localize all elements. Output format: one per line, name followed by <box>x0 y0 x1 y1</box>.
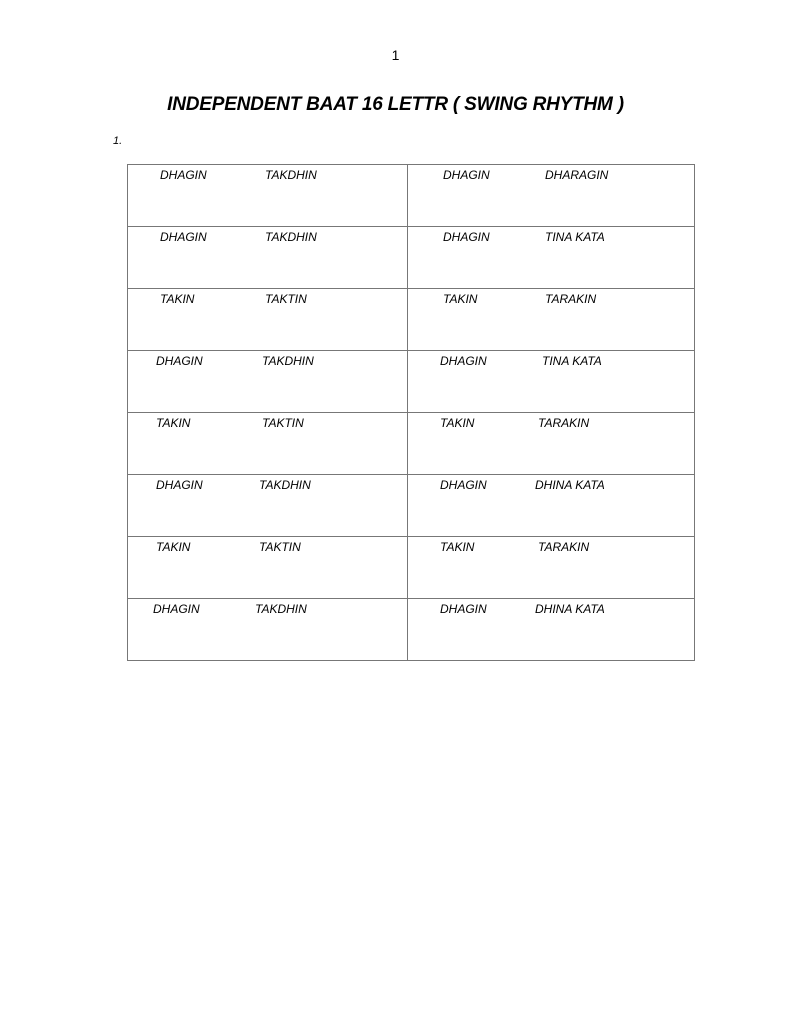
table-row <box>128 165 695 227</box>
beat-syllable: TAKIN <box>440 416 475 430</box>
table-cell-right <box>408 351 695 413</box>
table-row <box>128 413 695 475</box>
beat-syllable: TAKDHIN <box>265 168 317 182</box>
beat-syllable: DHINA KATA <box>535 602 605 616</box>
beat-syllable: DHAGIN <box>440 602 487 616</box>
beat-syllable: TAKIN <box>443 292 478 306</box>
beat-syllable: DHAGIN <box>160 230 207 244</box>
beat-syllable: DHAGIN <box>160 168 207 182</box>
beat-syllable: TAKIN <box>160 292 195 306</box>
table-cell-left <box>128 351 408 413</box>
table-row <box>128 475 695 537</box>
beat-syllable: TINA KATA <box>542 354 602 368</box>
table-cell-right <box>408 599 695 661</box>
table-row <box>128 537 695 599</box>
table-cell-right <box>408 475 695 537</box>
table-cell-left <box>128 289 408 351</box>
beat-syllable: TAKIN <box>156 416 191 430</box>
table-row <box>128 599 695 661</box>
beat-syllable: TAKIN <box>440 540 475 554</box>
beat-syllable: TAKTIN <box>262 416 304 430</box>
rhythm-table <box>127 164 695 661</box>
beat-syllable: DHARAGIN <box>545 168 609 182</box>
item-number: 1. <box>113 135 123 147</box>
table-cell-right <box>408 537 695 599</box>
beat-syllable: TARAKIN <box>538 416 590 430</box>
page-number: 1 <box>391 47 400 63</box>
table-cell-left <box>128 599 408 661</box>
beat-syllable: DHAGIN <box>440 478 487 492</box>
beat-syllable: TAKDHIN <box>255 602 307 616</box>
beat-syllable: TARAKIN <box>545 292 597 306</box>
beat-syllable: TAKTIN <box>265 292 307 306</box>
table-cell-right <box>408 289 695 351</box>
beat-syllable: DHAGIN <box>156 478 203 492</box>
beat-syllable: TAKDHIN <box>259 478 311 492</box>
table-cell-left <box>128 537 408 599</box>
beat-syllable: TARAKIN <box>538 540 590 554</box>
table-cell-left <box>128 227 408 289</box>
beat-syllable: TAKIN <box>156 540 191 554</box>
table-cell-right <box>408 413 695 475</box>
beat-syllable: TAKDHIN <box>265 230 317 244</box>
beat-syllable: DHAGIN <box>443 230 490 244</box>
beat-syllable: DHAGIN <box>440 354 487 368</box>
table-row <box>128 227 695 289</box>
beat-syllable: DHAGIN <box>156 354 203 368</box>
beat-syllable: TAKDHIN <box>262 354 314 368</box>
beat-syllable: TINA KATA <box>545 230 605 244</box>
beat-syllable: DHINA KATA <box>535 478 605 492</box>
table-cell-left <box>128 413 408 475</box>
beat-syllable: DHAGIN <box>443 168 490 182</box>
table-cell-left <box>128 475 408 537</box>
table-row <box>128 289 695 351</box>
table-row <box>128 351 695 413</box>
table-cell-left <box>128 165 408 227</box>
table-cell-right <box>408 227 695 289</box>
table-cell-right <box>408 165 695 227</box>
beat-syllable: TAKTIN <box>259 540 301 554</box>
beat-syllable: DHAGIN <box>153 602 200 616</box>
document-title: INDEPENDENT BAAT 16 LETTR ( SWING RHYTHM ) <box>167 94 624 115</box>
